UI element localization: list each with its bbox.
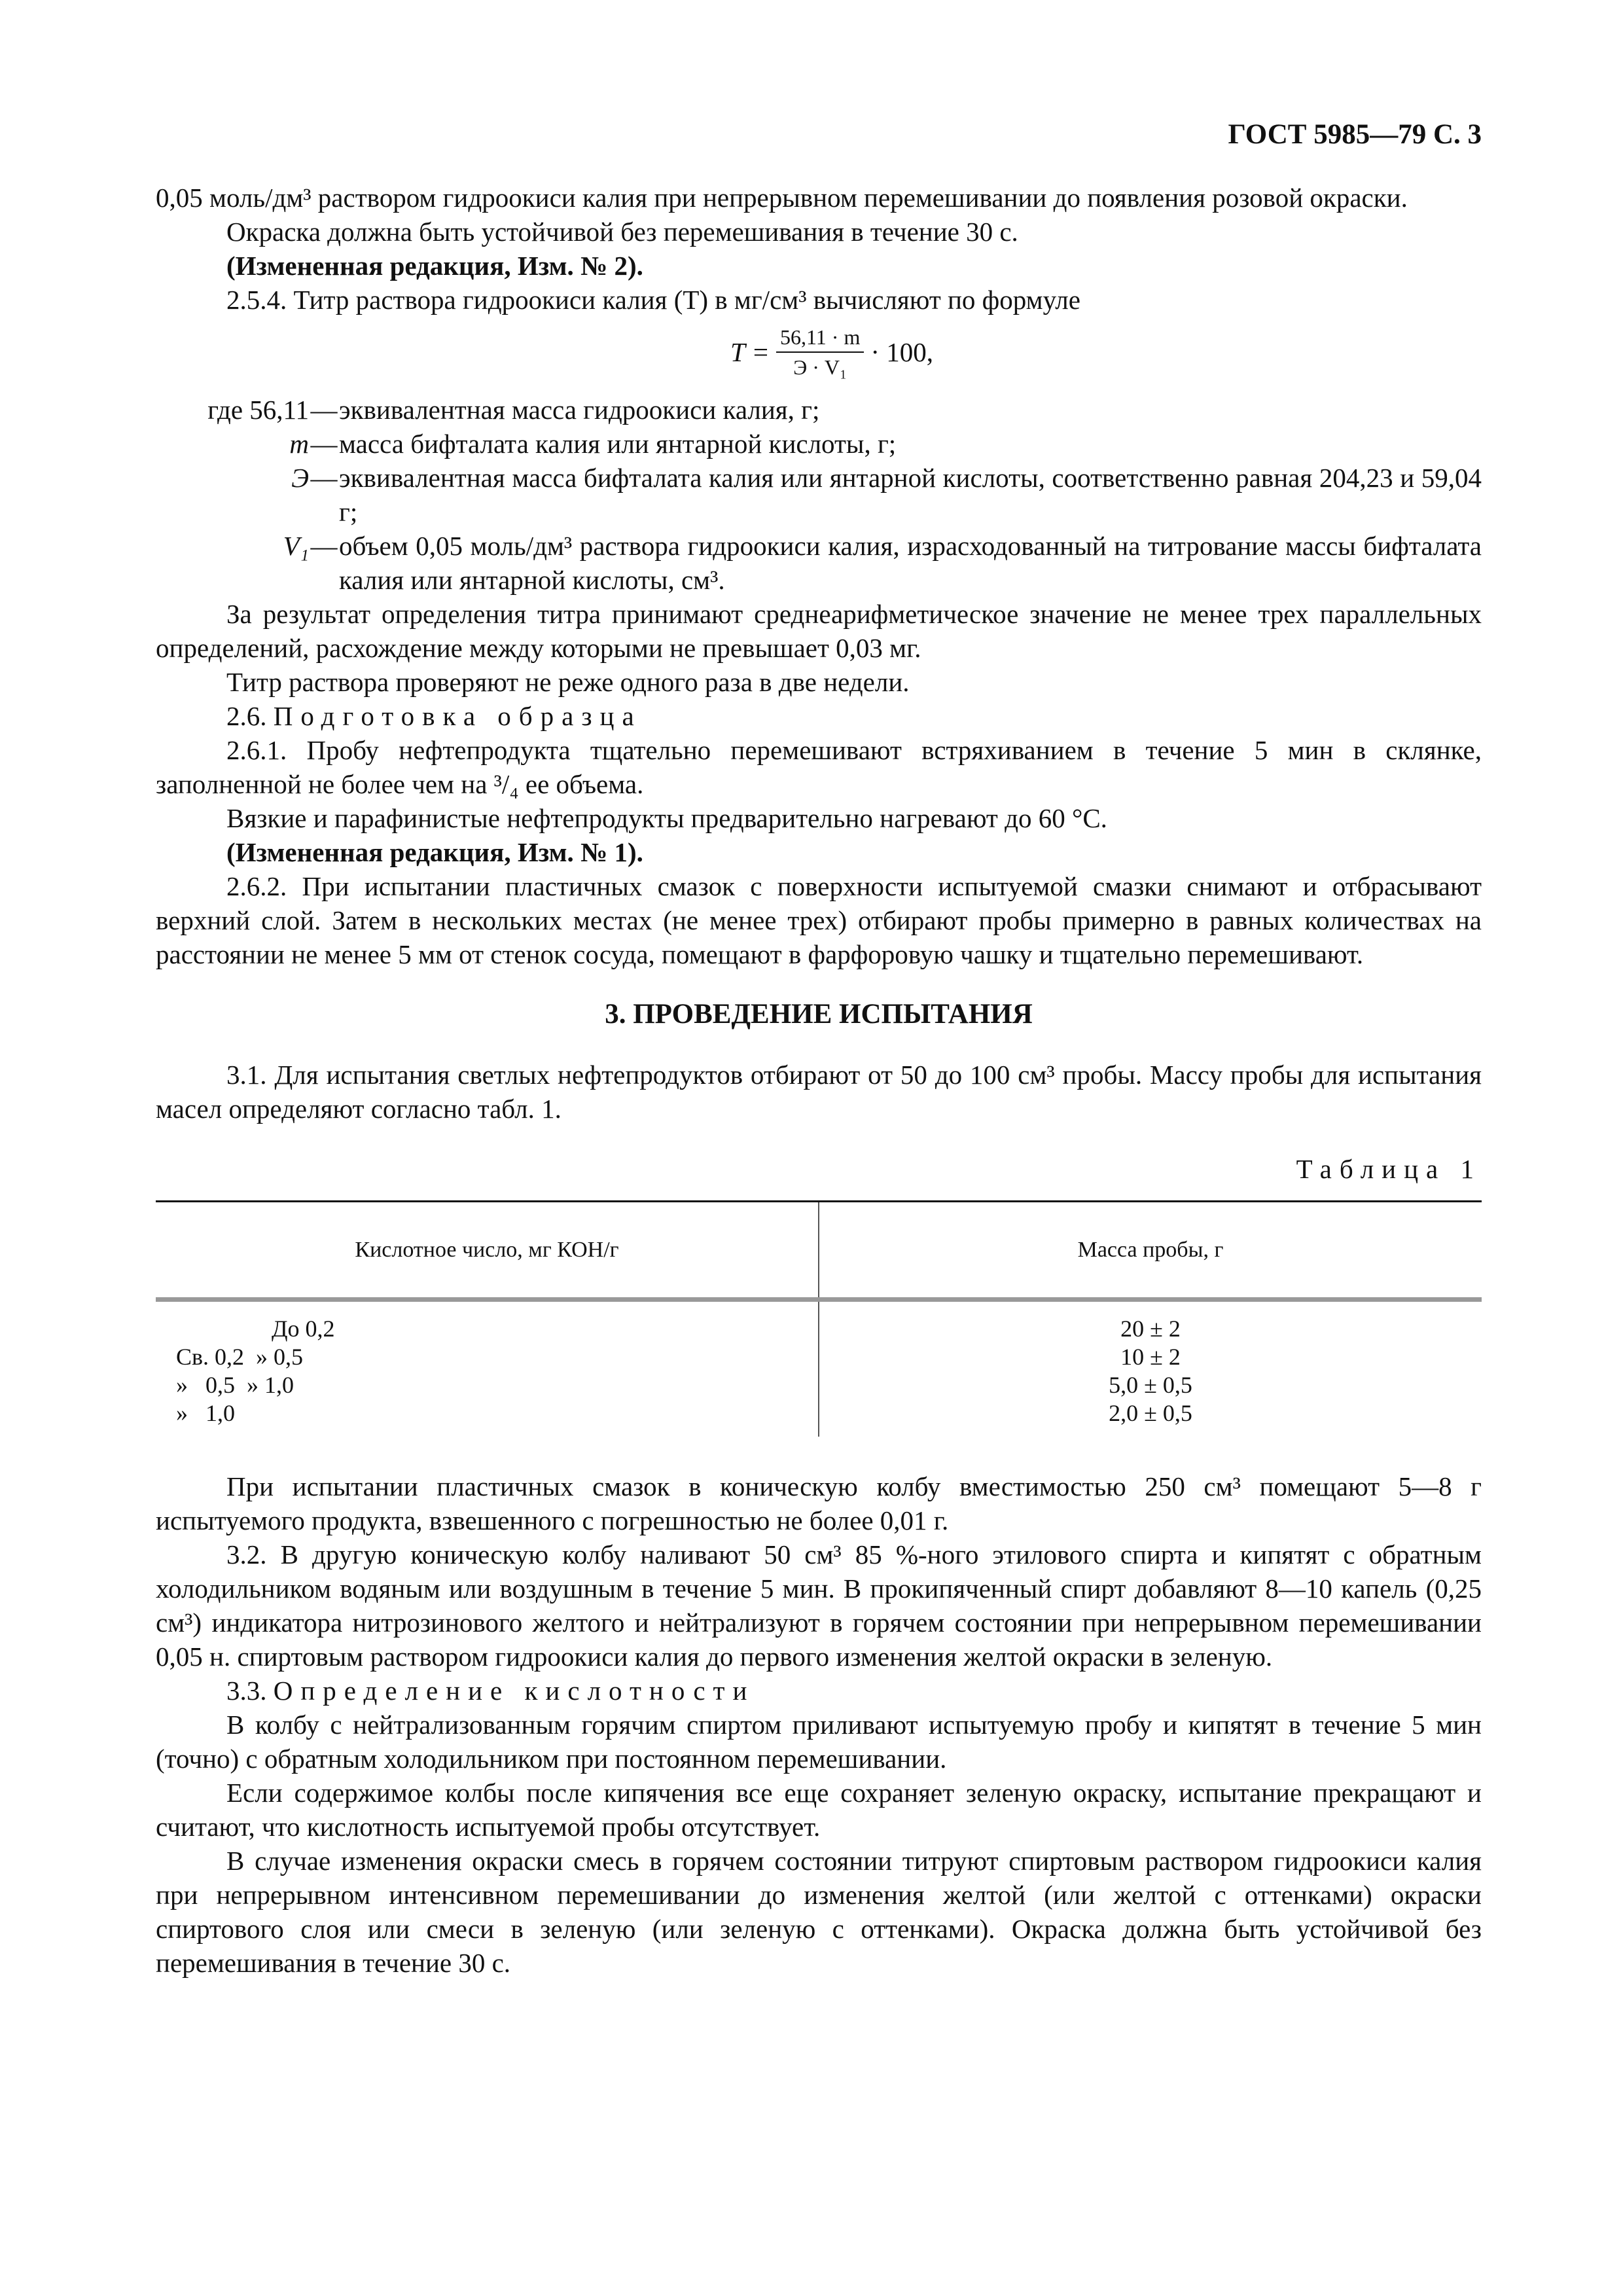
formula-legend — [156, 393, 1482, 597]
paragraph: Вязкие и парафинистые нефтепродукты предварительно нагревают до 60 °С. — [226, 803, 1107, 833]
subsection-heading — [156, 1674, 1482, 1708]
document-page — [156, 118, 1482, 1980]
paragraph: Если содержимое колбы после кипячения все еще сохраняет зеленую окраску, испытание прекращают и считают, что кислотность испытуемой пробы отсутствует. — [156, 1778, 1482, 1842]
sample-mass-table — [156, 1200, 1482, 1437]
legend-row: Э — эквивалентная масса бифталата калия или янтарной кислоты, соответственно равная 204,23 и 59,04 г; — [156, 461, 1482, 529]
subsection-title: Определение кислотности — [273, 1676, 755, 1706]
subsection-title: Подготовка образца — [273, 701, 642, 731]
section-heading: 3. ПРОВЕДЕНИЕ ИСПЫТАНИЯ — [605, 999, 1033, 1030]
legend-text: масса бифталата калия или янтарной кислоты, г; — [339, 429, 897, 459]
paragraph: Титр раствора проверяют не реже одного раза в две недели. — [226, 667, 910, 697]
table-row — [156, 1300, 1482, 1437]
subsection-heading — [156, 699, 1482, 733]
sample-mass-cell — [819, 1300, 1482, 1437]
paragraph: Окраска должна быть устойчивой без перемешивания в течение 30 с. — [226, 217, 1018, 247]
legend-text: эквивалентная масса гидроокиси калия, г; — [339, 395, 820, 425]
paragraph: 2.6.1. Пробу нефтепродукта тщательно перемешивают встряхиванием в течение 5 мин в склянке, заполненной не более чем на ³/₄ ее объема. — [156, 735, 1482, 799]
acid-number-value: До 0,2 — [272, 1316, 335, 1342]
paragraph: В случае изменения окраски смесь в горячем состоянии титруют спиртовым раствором гидроокиси калия при непрерывном интенсивном перемешивании до изменения желтой (или желтой с оттенками) окраски спиртового слоя или смеси в зеленую (или зеленую с оттенками). Окраска должна быть устойчивой без перемешивания в течение 30 с. — [156, 1846, 1482, 1978]
legend-symbol: Э — [291, 463, 309, 493]
formula-denominator: Э · V₁ — [793, 355, 847, 379]
sample-mass-value: 10 ± 2 — [1120, 1344, 1181, 1370]
formula-numerator: 56,11 · m — [776, 324, 864, 353]
column-header: Кислотное число, мг КОН/г — [156, 1202, 819, 1300]
legend-symbol: V₁ — [283, 531, 309, 561]
paragraph: В колбу с нейтрализованным горячим спиртом приливают испытуемую пробу и кипятят в течение 5 мин (точно) с обратным холодильником при постоянном перемешивании. — [156, 1710, 1482, 1774]
acid-number-value: » 0,5 » 1,0 — [176, 1372, 294, 1398]
sample-mass-value: 20 ± 2 — [1120, 1316, 1181, 1342]
paragraph: При испытании пластичных смазок в коническую колбу вместимостью 250 см³ помещают 5—8 г испытуемого продукта, взвешенного с погрешностью не более 0,01 г. — [156, 1471, 1482, 1535]
paragraph: 3.2. В другую коническую колбу наливают 50 см³ 85 %-ного этилового спирта и кипятят с обратным холодильником водяным или воздушным в течение 5 мин. В прокипяченный спирт добавляют 8—10 капель (0,25 см³) индикатора нитрозинового желтого и нейтрализуют в горячем состоянии при непрерывном перемешивании 0,05 н. спиртовым раствором гидроокиси калия до первого изменения желтой окраски в зеленую. — [156, 1539, 1482, 1672]
amendment-note: (Измененная редакция, Изм. № 2). — [226, 251, 643, 281]
acid-number-value: » 1,0 — [176, 1400, 235, 1426]
paragraph: 3.1. Для испытания светлых нефтепродуктов отбирают от 50 до 100 см³ пробы. Массу пробы для испытания масел определяют согласно табл. 1. — [156, 1060, 1482, 1124]
table-header-row — [156, 1202, 1482, 1300]
formula-lhs: T = — [730, 337, 770, 367]
legend-text: эквивалентная масса бифталата калия или янтарной кислоты, соответственно равная 204,23 и 59,04 г; — [339, 463, 1482, 527]
legend-row: V₁ — объем 0,05 моль/дм³ раствора гидроокиси калия, израсходованный на титрование массы бифталата калия или янтарной кислоты, см³. — [156, 529, 1482, 597]
legend-symbol: m — [289, 429, 309, 459]
legend-text: объем 0,05 моль/дм³ раствора гидроокиси калия, израсходованный на титрование массы бифталата калия или янтарной кислоты, см³. — [339, 531, 1482, 595]
column-header: Масса пробы, г — [819, 1202, 1482, 1300]
legend-row: где 56,11 — эквивалентная масса гидроокиси калия, г; — [156, 393, 1482, 427]
formula-fraction — [776, 324, 864, 380]
legend-symbol: где 56,11 — [207, 395, 309, 425]
page-header: ГОСТ 5985—79 С. 3 — [1228, 119, 1482, 150]
paragraph: 2.6.2. При испытании пластичных смазок с поверхности испытуемой смазки снимают и отбрасывают верхний слой. Затем в нескольких местах (не менее трех) отбирают пробы примерно в равных количествах на расстоянии не менее 5 мм от стенок сосуда, помещают в фарфоровую чашку и тщательно перемешивают. — [156, 871, 1482, 969]
acid-number-cell — [156, 1300, 819, 1437]
paragraph: 0,05 моль/дм³ раствором гидроокиси калия при непрерывном перемешивании до появления розовой окраски. — [156, 183, 1408, 213]
paragraph: За результат определения титра принимают среднеарифметическое значение не менее трех параллельных определений, расхождение между которыми не превышает 0,03 мг. — [156, 599, 1482, 663]
formula-rhs: · 100, — [870, 337, 933, 367]
paragraph: 2.5.4. Титр раствора гидроокиси калия (T) в мг/см³ вычисляют по формуле — [226, 285, 1080, 315]
acid-number-list — [176, 1315, 335, 1427]
sample-mass-value: 5,0 ± 0,5 — [1109, 1372, 1192, 1398]
subsection-number: 3.3. — [226, 1676, 267, 1706]
sample-mass-value: 2,0 ± 0,5 — [1109, 1400, 1192, 1426]
subsection-number: 2.6. — [226, 701, 267, 731]
legend-row: m — масса бифталата калия или янтарной кислоты, г; — [156, 427, 1482, 461]
table-caption: Таблица 1 — [1296, 1154, 1482, 1184]
titer-formula — [156, 317, 1482, 387]
amendment-note: (Измененная редакция, Изм. № 1). — [226, 837, 643, 867]
acid-number-value: Св. 0,2 » 0,5 — [176, 1344, 304, 1370]
